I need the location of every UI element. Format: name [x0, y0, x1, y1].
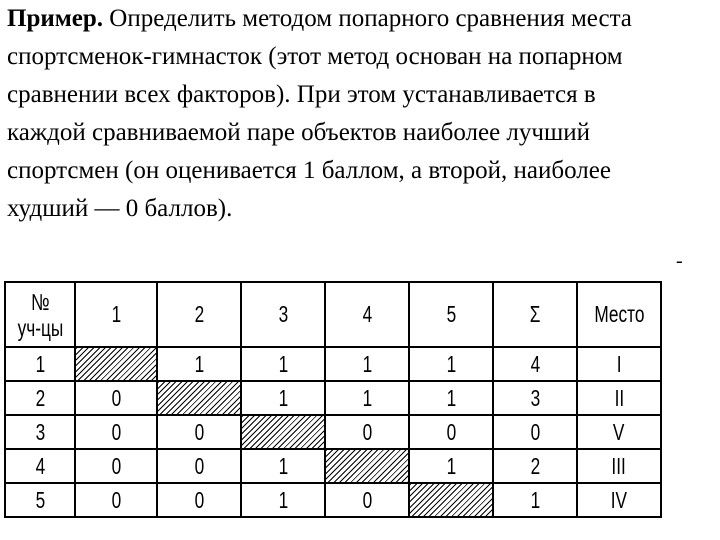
cell-value: 1 — [446, 452, 456, 479]
row-number-value: 5 — [35, 486, 45, 513]
row-number — [5, 449, 75, 483]
row-number — [5, 415, 75, 449]
table-cell — [75, 449, 157, 483]
place-cell — [577, 347, 661, 381]
table-cell — [409, 415, 493, 449]
place-cell — [577, 415, 661, 449]
sum-cell — [493, 449, 577, 483]
table-cell — [325, 347, 409, 381]
row-number-value: 1 — [35, 350, 45, 377]
table-row — [5, 415, 661, 449]
cell-value: 1 — [278, 350, 288, 377]
cell-value: 0 — [446, 418, 456, 445]
header-number — [5, 282, 75, 347]
table-cell — [325, 415, 409, 449]
sum-cell — [493, 415, 577, 449]
row-number — [5, 483, 75, 517]
row-number-value: 3 — [35, 418, 45, 445]
header-col-1-label: 1 — [111, 301, 121, 327]
table-cell — [409, 449, 493, 483]
cell-value: 1 — [194, 350, 204, 377]
sum-value: 1 — [530, 486, 540, 513]
header-col-5 — [409, 282, 493, 347]
header-sum-label: Σ — [529, 301, 541, 327]
header-col-2-label: 2 — [194, 301, 204, 327]
table-cell — [75, 415, 157, 449]
header-sum — [493, 282, 577, 347]
sum-value: 2 — [530, 452, 540, 479]
header-place — [577, 282, 661, 347]
table-cell — [157, 483, 241, 517]
row-number — [5, 347, 75, 381]
comparison-table — [4, 281, 662, 518]
cell-value: 0 — [111, 384, 121, 411]
header-col-5-label: 5 — [446, 301, 456, 327]
cell-value: 1 — [278, 384, 288, 411]
place-cell — [577, 449, 661, 483]
table-cell — [157, 347, 241, 381]
intro-paragraph — [7, 0, 667, 228]
header-col-3-label: 3 — [278, 301, 288, 327]
row-number-value: 2 — [35, 384, 45, 411]
sum-cell — [493, 347, 577, 381]
place-value: III — [611, 452, 627, 479]
cell-value: 0 — [194, 486, 204, 513]
hatched-cell — [157, 381, 241, 415]
cell-value: 1 — [446, 350, 456, 377]
table-cell — [157, 415, 241, 449]
table-cell — [325, 483, 409, 517]
place-cell — [577, 483, 661, 517]
cell-value: 1 — [278, 486, 288, 513]
side-mark: - — [676, 250, 683, 272]
cell-value: 1 — [446, 384, 456, 411]
table-cell — [241, 347, 325, 381]
header-number-line1: № — [30, 288, 50, 315]
place-value: IV — [610, 486, 628, 513]
cell-value: 0 — [362, 418, 372, 445]
hatched-cell — [241, 415, 325, 449]
table-cell — [241, 449, 325, 483]
hatched-cell — [75, 347, 157, 381]
header-col-4-label: 4 — [362, 301, 372, 327]
table-row — [5, 381, 661, 415]
cell-value: 0 — [362, 486, 372, 513]
hatched-cell — [325, 449, 409, 483]
intro-lead: Пример. — [7, 5, 104, 32]
cell-value: 0 — [194, 418, 204, 445]
header-col-2 — [157, 282, 241, 347]
table-cell — [241, 381, 325, 415]
header-place-label: Место — [593, 301, 645, 327]
table-cell — [75, 483, 157, 517]
cell-value: 0 — [111, 418, 121, 445]
place-value: I — [616, 350, 622, 377]
table-row — [5, 483, 661, 517]
header-col-3 — [241, 282, 325, 347]
table-cell — [157, 449, 241, 483]
sum-cell — [493, 483, 577, 517]
cell-value: 1 — [278, 452, 288, 479]
header-number-line2: уч-цы — [17, 314, 63, 341]
row-number-value: 4 — [35, 452, 45, 479]
cell-value: 1 — [362, 350, 372, 377]
header-col-4 — [325, 282, 409, 347]
table-row — [5, 347, 661, 381]
intro-text: Определить методом попарного сравнения места спортсменок-гимнасток (этот метод основан на попарном сравнении всех факторов). При этом устанавливается в каждой сравниваемой паре объектов наиболее лучший спортсмен (он оценивается 1 баллом, а второй, наиболее худший — 0 баллов). — [7, 5, 632, 222]
sum-value: 3 — [530, 384, 540, 411]
place-value: V — [613, 418, 625, 445]
table-cell — [409, 381, 493, 415]
sum-cell — [493, 381, 577, 415]
cell-value: 0 — [111, 452, 121, 479]
table-header-row — [5, 282, 661, 347]
table-cell — [241, 483, 325, 517]
table-cell — [75, 381, 157, 415]
table-cell — [325, 381, 409, 415]
cell-value: 1 — [362, 384, 372, 411]
header-col-1 — [75, 282, 157, 347]
hatched-cell — [409, 483, 493, 517]
sum-value: 0 — [530, 418, 540, 445]
table-cell — [409, 347, 493, 381]
place-cell — [577, 381, 661, 415]
sum-value: 4 — [530, 350, 540, 377]
place-value: II — [614, 384, 624, 411]
table-row — [5, 449, 661, 483]
cell-value: 0 — [194, 452, 204, 479]
row-number — [5, 381, 75, 415]
cell-value: 0 — [111, 486, 121, 513]
